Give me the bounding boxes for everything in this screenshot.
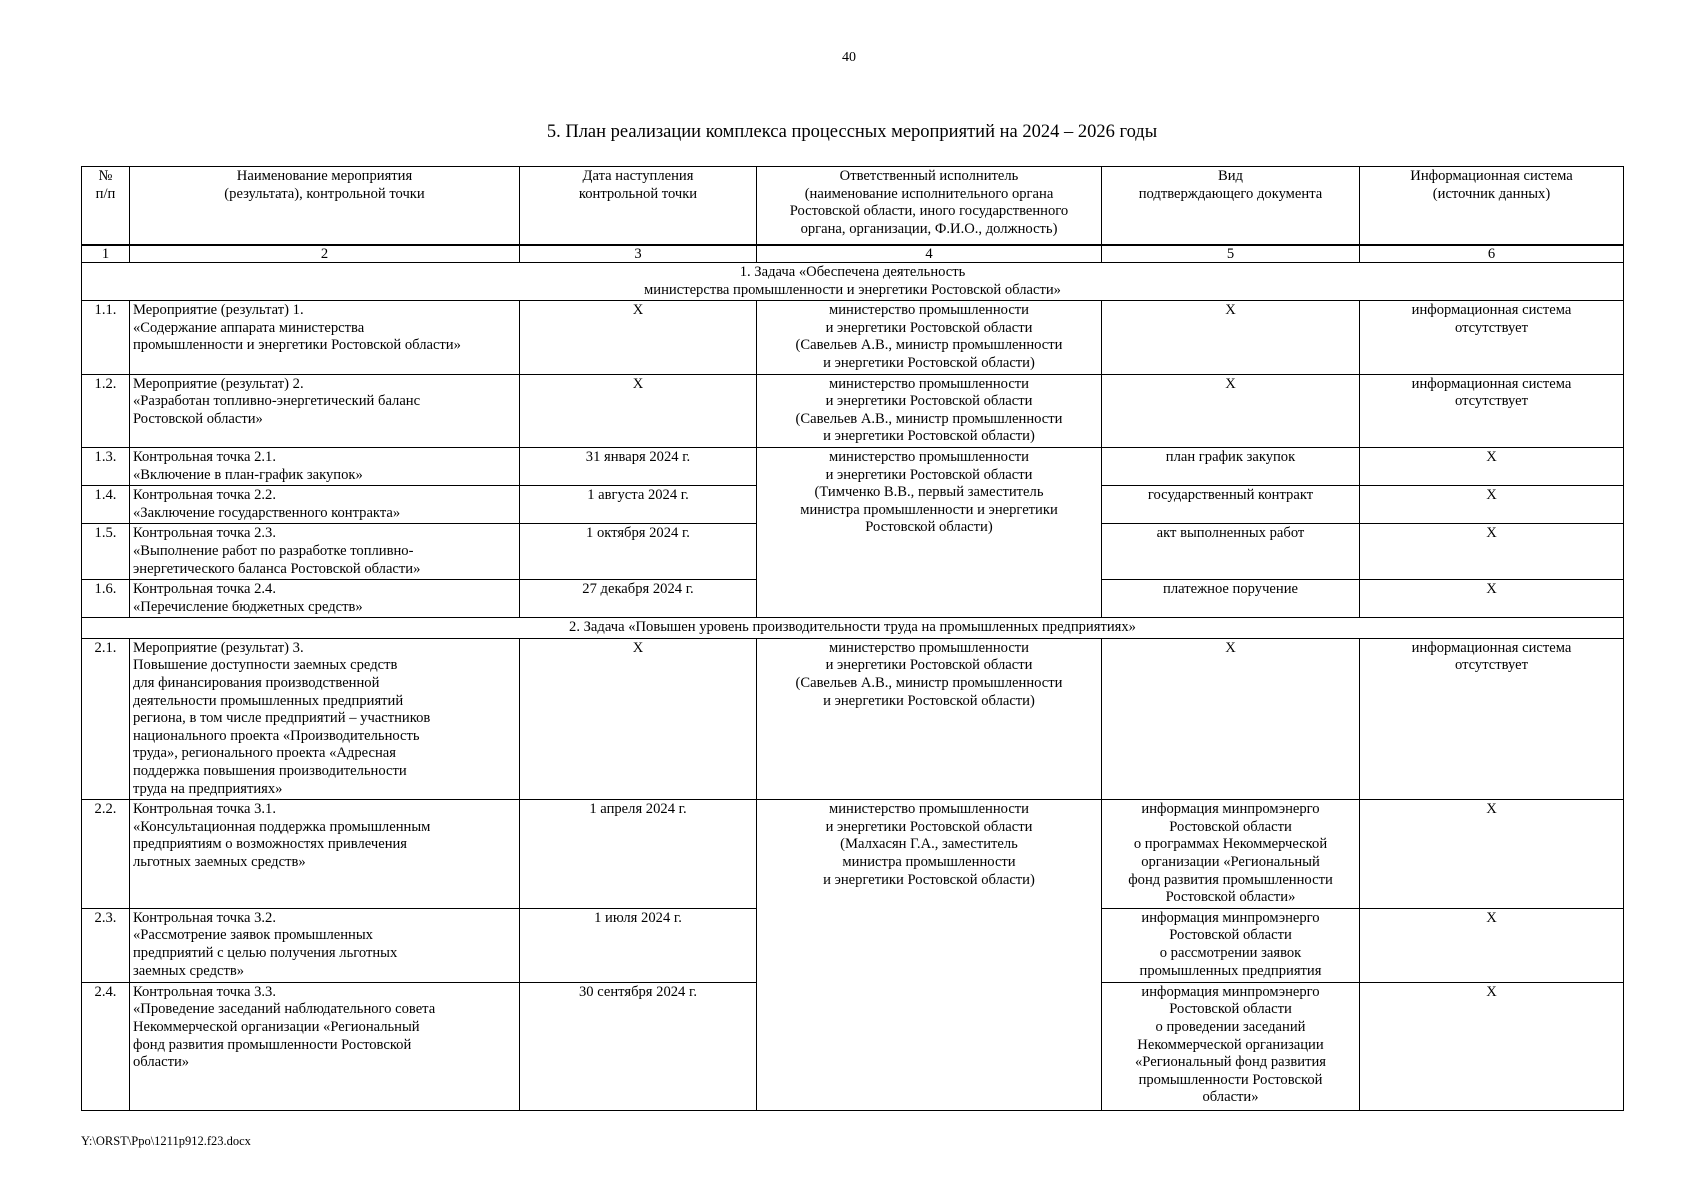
row-number: 1.6. — [82, 580, 130, 618]
header-name: Наименование мероприятия (результата), контрольной точки — [130, 167, 520, 246]
row-system: Х — [1360, 908, 1624, 982]
row-date: 1 июля 2024 г. — [520, 908, 757, 982]
row-name: Контрольная точка 3.2. «Рассмотрение заявок промышленных предприятий с целью получения льготных заемных средств» — [130, 908, 520, 982]
row-document: информация минпромэнерго Ростовской области о проведении заседаний Некоммерческой организации «Региональный фонд развития промышленности Ростовской области» — [1102, 982, 1360, 1110]
header-date: Дата наступления контрольной точки — [520, 167, 757, 246]
row-document: акт выполненных работ — [1102, 524, 1360, 580]
table-row — [82, 800, 1624, 909]
row-system: информационная система отсутствует — [1360, 374, 1624, 447]
row-responsible: министерство промышленности и энергетики Ростовской области (Тимченко В.В., первый заместитель министра промышленности и энергетики Ростовской области) — [757, 447, 1102, 617]
table-row — [82, 447, 1624, 485]
row-responsible: министерство промышленности и энергетики Ростовской области (Савельев А.В., министр промышленности и энергетики Ростовской области) — [757, 638, 1102, 799]
row-date: Х — [520, 374, 757, 447]
column-number: 5 — [1102, 245, 1360, 263]
task-row — [82, 618, 1624, 639]
task-1-title: 1. Задача «Обеспечена деятельность министерства промышленности и энергетики Ростовской области» — [82, 263, 1624, 301]
row-name: Контрольная точка 3.1. «Консультационная поддержка промышленным предприятиям о возможностях привлечения льготных заемных средств» — [130, 800, 520, 909]
column-number: 2 — [130, 245, 520, 263]
row-document: Х — [1102, 374, 1360, 447]
row-document: платежное поручение — [1102, 580, 1360, 618]
file-path-footer: Y:\ORST\Ppo\1211p912.f23.docx — [81, 1134, 251, 1148]
row-date: 1 октября 2024 г. — [520, 524, 757, 580]
header-number: № п/п — [82, 167, 130, 246]
page-title: 5. План реализации комплекса процессных мероприятий на 2024 – 2026 годы — [546, 122, 1158, 142]
row-system: Х — [1360, 580, 1624, 618]
row-date: 30 сентября 2024 г. — [520, 982, 757, 1110]
column-number: 4 — [757, 245, 1102, 263]
row-document: информация минпромэнерго Ростовской области о рассмотрении заявок промышленных предприятия — [1102, 908, 1360, 982]
row-number: 2.1. — [82, 638, 130, 799]
header-responsible: Ответственный исполнитель (наименование исполнительного органа Ростовской области, иного государственного органа, организации, Ф.И.О., должность) — [757, 167, 1102, 246]
column-number-row — [82, 245, 1624, 263]
row-system: Х — [1360, 982, 1624, 1110]
row-document: план график закупок — [1102, 447, 1360, 485]
task-2-title: 2. Задача «Повышен уровень производительности труда на промышленных предприятиях» — [82, 618, 1624, 639]
row-name: Контрольная точка 2.3. «Выполнение работ по разработке топливно- энергетического баланса Ростовской области» — [130, 524, 520, 580]
header-document: Вид подтверждающего документа — [1102, 167, 1360, 246]
row-system: Х — [1360, 524, 1624, 580]
row-responsible: министерство промышленности и энергетики Ростовской области (Савельев А.В., министр промышленности и энергетики Ростовской области) — [757, 301, 1102, 374]
row-number: 1.5. — [82, 524, 130, 580]
column-number: 3 — [520, 245, 757, 263]
row-responsible: министерство промышленности и энергетики Ростовской области (Савельев А.В., министр промышленности и энергетики Ростовской области) — [757, 374, 1102, 447]
row-name: Контрольная точка 3.3. «Проведение заседаний наблюдательного совета Некоммерческой организации «Региональный фонд развития промышленности Ростовской области» — [130, 982, 520, 1110]
row-name: Контрольная точка 2.2. «Заключение государственного контракта» — [130, 486, 520, 524]
row-system: информационная система отсутствует — [1360, 638, 1624, 799]
row-document: государственный контракт — [1102, 486, 1360, 524]
row-name: Мероприятие (результат) 3. Повышение доступности заемных средств для финансирования производственной деятельности промышленных предприятий региона, в том числе предприятий – участников национального проекта «Производительность труда», регионального проекта «Адресная поддержка повышения производительности труда на предприятиях» — [130, 638, 520, 799]
row-document: Х — [1102, 638, 1360, 799]
table-header-row — [82, 167, 1624, 246]
row-name: Мероприятие (результат) 2. «Разработан топливно-энергетический баланс Ростовской области» — [130, 374, 520, 447]
row-name: Мероприятие (результат) 1. «Содержание аппарата министерства промышленности и энергетики Ростовской области» — [130, 301, 520, 374]
row-number: 2.3. — [82, 908, 130, 982]
row-date: Х — [520, 301, 757, 374]
task-row — [82, 263, 1624, 301]
row-system: информационная система отсутствует — [1360, 301, 1624, 374]
row-name: Контрольная точка 2.4. «Перечисление бюджетных средств» — [130, 580, 520, 618]
column-number: 6 — [1360, 245, 1624, 263]
row-date: 27 декабря 2024 г. — [520, 580, 757, 618]
row-date: Х — [520, 638, 757, 799]
page-number: 40 — [842, 50, 856, 65]
row-number: 2.2. — [82, 800, 130, 909]
table-row — [82, 301, 1624, 374]
plan-table — [81, 166, 1624, 1111]
row-date: 1 апреля 2024 г. — [520, 800, 757, 909]
row-responsible: министерство промышленности и энергетики Ростовской области (Малхасян Г.А., заместитель министра промышленности и энергетики Ростовской области) — [757, 800, 1102, 1111]
row-number: 1.2. — [82, 374, 130, 447]
row-name: Контрольная точка 2.1. «Включение в план-график закупок» — [130, 447, 520, 485]
column-number: 1 — [82, 245, 130, 263]
row-system: Х — [1360, 800, 1624, 909]
row-date: 1 августа 2024 г. — [520, 486, 757, 524]
row-document: Х — [1102, 301, 1360, 374]
row-system: Х — [1360, 447, 1624, 485]
row-number: 1.1. — [82, 301, 130, 374]
row-number: 1.4. — [82, 486, 130, 524]
table-row — [82, 638, 1624, 799]
row-system: Х — [1360, 486, 1624, 524]
row-number: 1.3. — [82, 447, 130, 485]
table-row — [82, 374, 1624, 447]
header-system: Информационная система (источник данных) — [1360, 167, 1624, 246]
row-number: 2.4. — [82, 982, 130, 1110]
row-document: информация минпромэнерго Ростовской области о программах Некоммерческой организации «Региональный фонд развития промышленности Ростовской области» — [1102, 800, 1360, 909]
row-date: 31 января 2024 г. — [520, 447, 757, 485]
